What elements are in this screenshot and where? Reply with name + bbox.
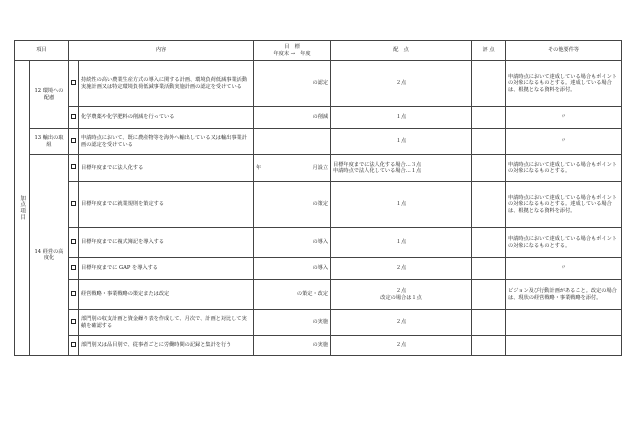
row-points: ２点	[331, 258, 472, 280]
table-row	[15, 258, 622, 280]
row-target-left: 年	[256, 164, 262, 171]
row-target-right: の実施	[312, 342, 329, 349]
checkbox[interactable]	[71, 164, 76, 169]
row-evaluation[interactable]	[472, 129, 506, 155]
row-other: 〃	[506, 258, 622, 280]
row-points: ２点	[331, 336, 472, 356]
checkbox[interactable]	[71, 80, 76, 85]
header-target-line2: 年度末 → 年度	[273, 50, 311, 57]
group-label-13: 13 輸出の取組	[30, 129, 69, 155]
row-evaluation[interactable]	[472, 107, 506, 129]
row-points-line2: 改定の場合は１点	[380, 294, 422, 301]
row-points-line2: 申請時点で法人化している場合…１点	[333, 168, 422, 174]
row-points: ２点	[331, 61, 472, 107]
row-other: 申請時点において達成している場合もポイントの対象になるものとする。	[506, 228, 622, 258]
header-points: 配 点	[331, 41, 472, 61]
table-row	[15, 61, 622, 107]
header-target-line1: 目 標	[284, 44, 300, 51]
row-checkbox-cell[interactable]	[69, 258, 79, 280]
checkbox[interactable]	[71, 239, 76, 244]
row-target-right: の導入	[312, 265, 329, 272]
row-evaluation[interactable]	[472, 61, 506, 107]
row-checkbox-cell[interactable]	[69, 129, 79, 155]
checkbox[interactable]	[71, 319, 76, 324]
row-content: 目標年度までに複式簿記を導入する	[79, 228, 254, 258]
table-row	[15, 129, 622, 155]
row-other	[506, 336, 622, 356]
row-checkbox-cell[interactable]	[69, 310, 79, 336]
table-row	[15, 182, 622, 228]
row-other: 申請時点において達成している場合もポイントの対象になるものとする。達成している場合は、根拠となる資料を添付。	[506, 182, 622, 228]
row-target-right: の認定	[312, 80, 329, 87]
row-other: 〃	[506, 129, 622, 155]
row-content: 目標年度までに GAP を導入する	[79, 258, 254, 280]
row-evaluation[interactable]	[472, 310, 506, 336]
row-evaluation[interactable]	[472, 336, 506, 356]
row-target-right: 月設立	[312, 164, 329, 171]
checkbox[interactable]	[71, 138, 76, 143]
row-other	[506, 310, 622, 336]
row-target	[254, 61, 331, 107]
row-points: １点	[331, 228, 472, 258]
row-points-line1: ２点	[395, 288, 407, 295]
table-row	[15, 155, 622, 182]
side-label-cell	[15, 61, 30, 356]
row-points: １点	[331, 182, 472, 228]
row-target	[254, 129, 331, 155]
row-other: 〃	[506, 107, 622, 129]
row-target	[254, 258, 331, 280]
group-label-12: 12 環境への配慮	[30, 61, 69, 129]
side-label: 加点項目	[19, 195, 26, 221]
row-evaluation[interactable]	[472, 155, 506, 182]
row-target-right: の実施	[312, 319, 329, 326]
row-points: １点	[331, 107, 472, 129]
row-evaluation[interactable]	[472, 228, 506, 258]
header-item: 項目	[15, 41, 69, 61]
row-target	[254, 280, 331, 310]
row-content: 持続性の高い農業生産方式の導入に関する計画、環境負荷低減事業活動実施計画又は特定環境負荷低減事業活動実施計画の認定を受けている	[79, 61, 254, 107]
row-target-right: の策定・改定	[296, 291, 329, 298]
row-target-right: の削減	[312, 114, 329, 121]
header-content: 内容	[69, 41, 254, 61]
row-content: 申請時点において、既に農産物等を海外へ輸出している又は輸出事業計画の認定を受けている	[79, 129, 254, 155]
row-checkbox-cell[interactable]	[69, 107, 79, 129]
checkbox[interactable]	[71, 265, 76, 270]
row-evaluation[interactable]	[472, 280, 506, 310]
row-target	[254, 228, 331, 258]
row-other: 申請時点において達成している場合もポイントの対象になるものとする。	[506, 155, 622, 182]
row-evaluation[interactable]	[472, 258, 506, 280]
row-checkbox-cell[interactable]	[69, 280, 79, 310]
checkbox[interactable]	[71, 342, 76, 347]
row-checkbox-cell[interactable]	[69, 182, 79, 228]
table-row	[15, 310, 622, 336]
row-checkbox-cell[interactable]	[69, 228, 79, 258]
row-points-line1: 目標年度までに法人化する場合…３点	[333, 161, 422, 168]
header-other: その他要件等	[506, 41, 622, 61]
row-content: 部門別の収支計画と資金繰り表を作成して、月次で、計画と対比して実績を確認する	[79, 310, 254, 336]
row-points	[331, 280, 472, 310]
header-target	[254, 41, 331, 61]
checkbox[interactable]	[71, 291, 76, 296]
row-content: 目標年度までに法人化する	[79, 155, 254, 182]
scoring-table	[14, 40, 622, 356]
row-target-right: の導入	[312, 239, 329, 246]
row-target	[254, 310, 331, 336]
row-checkbox-cell[interactable]	[69, 155, 79, 182]
table-row	[15, 280, 622, 310]
row-checkbox-cell[interactable]	[69, 336, 79, 356]
row-points	[331, 155, 472, 182]
row-target	[254, 107, 331, 129]
row-target	[254, 336, 331, 356]
row-content: 部門別又は品目別で、従事者ごとに労働時間の記録と集計を行う	[79, 336, 254, 356]
table-row	[15, 336, 622, 356]
row-checkbox-cell[interactable]	[69, 61, 79, 107]
row-evaluation[interactable]	[472, 182, 506, 228]
row-points: １点	[331, 129, 472, 155]
table-row	[15, 107, 622, 129]
row-content: 化学農薬や化学肥料の削減を行っている	[79, 107, 254, 129]
row-content: 目標年度までに就業規則を策定する	[79, 182, 254, 228]
header-row	[15, 41, 622, 61]
row-target-right: の策定	[312, 201, 329, 208]
header-evaluation: 評 点	[472, 41, 506, 61]
checkbox[interactable]	[71, 201, 76, 206]
group-label-14: 14 経営の高度化	[30, 155, 69, 356]
row-points: ２点	[331, 310, 472, 336]
row-other: 申請時点において達成している場合もポイントの対象になるものとする。達成している場合は、根拠となる資料を添付。	[506, 61, 622, 107]
checkbox[interactable]	[71, 114, 76, 119]
row-content: 経営戦略・事業戦略の策定または改定	[79, 280, 254, 310]
row-target	[254, 155, 331, 182]
row-target	[254, 182, 331, 228]
table-row	[15, 228, 622, 258]
row-other: ビジョン及び行動計画があること。改定の場合は、現状の経営戦略・事業戦略を添付。	[506, 280, 622, 310]
